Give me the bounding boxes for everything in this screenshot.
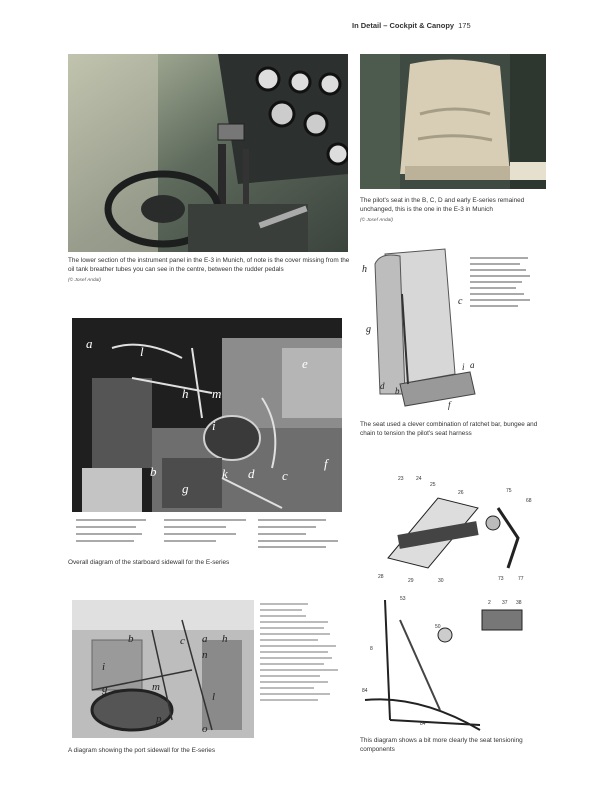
seat-label: i — [462, 362, 465, 372]
starboard-label: c — [282, 468, 288, 483]
starboard-label: g — [182, 481, 189, 496]
starboard-label: a — [86, 336, 93, 351]
pilot-seat-photo — [360, 54, 546, 189]
port-legend — [258, 600, 348, 710]
section-title: In Detail – Cockpit & Canopy — [352, 21, 455, 30]
svg-text:84: 84 — [420, 721, 426, 727]
seat-tension-diagram — [360, 590, 548, 732]
port-caption: A diagram showing the port sidewall for the E-series — [68, 747, 216, 754]
tension-caption: This diagram shows a bit more clearly the seat tensioning components — [360, 737, 523, 754]
port-label: l — [212, 691, 216, 703]
svg-text:68: 68 — [526, 498, 532, 504]
svg-text:8: 8 — [370, 646, 373, 652]
photo-credit: (© Josef Andal) — [360, 217, 393, 223]
svg-text:53: 53 — [400, 596, 406, 602]
starboard-caption: Overall diagram of the starboard sidewall for the E-series — [68, 559, 230, 566]
svg-text:28: 28 — [378, 574, 384, 580]
seat-label: f — [448, 400, 451, 410]
starboard-label: h — [182, 386, 189, 401]
svg-text:50: 50 — [435, 624, 441, 630]
starboard-label: b — [150, 464, 157, 479]
svg-text:25: 25 — [430, 482, 436, 488]
seat-diagram — [360, 244, 480, 414]
port-label: p — [156, 713, 162, 725]
starboard-label: m — [212, 386, 222, 401]
caption-text: The pilot's seat in the B, C, D and early E-series remained unchanged, this is the one in the E-3 in Munich — [360, 197, 525, 214]
seat-label: c — [458, 296, 463, 307]
port-label: i — [102, 661, 106, 673]
caption-text: The lower section of the instrument panel in the E-3 in Munich, of note is the cover missing from the oil tank breather tubes you can see in the centre, between the rudder pedals — [68, 257, 350, 274]
starboard-label: f — [324, 456, 328, 471]
port-label: o — [202, 723, 208, 735]
seat-label: a — [470, 360, 475, 370]
running-header — [352, 21, 471, 30]
svg-text:38: 38 — [516, 600, 522, 606]
svg-text:26: 26 — [458, 490, 464, 496]
svg-text:29: 29 — [408, 578, 414, 584]
page-number: 175 — [458, 21, 471, 30]
starboard-label: e — [302, 356, 308, 371]
seat-photo-caption — [360, 196, 550, 225]
photo-credit: (© Josef Andal) — [68, 277, 101, 283]
seat-label: g — [366, 324, 371, 335]
svg-text:84: 84 — [362, 688, 368, 694]
port-label: m — [152, 681, 160, 693]
svg-text:24: 24 — [416, 476, 422, 482]
svg-text:23: 23 — [398, 476, 404, 482]
starboard-sidewall-diagram — [72, 318, 342, 512]
port-label: h — [222, 633, 228, 645]
instrument-panel-photo — [68, 54, 348, 252]
svg-text:2: 2 — [488, 600, 491, 606]
svg-text:77: 77 — [518, 576, 524, 582]
seat-diagram-legend — [468, 254, 548, 324]
starboard-label: i — [212, 418, 216, 433]
starboard-label: l — [140, 344, 144, 359]
starboard-legend — [76, 516, 342, 550]
seat-tension-exploded-diagram — [368, 468, 546, 588]
port-label: b — [128, 633, 134, 645]
svg-text:75: 75 — [506, 488, 512, 494]
seat-label: h — [362, 264, 367, 275]
svg-text:37: 37 — [502, 600, 508, 606]
port-label: g — [102, 683, 108, 695]
svg-text:73: 73 — [498, 576, 504, 582]
starboard-label: k — [222, 466, 228, 481]
svg-text:30: 30 — [438, 578, 444, 584]
port-label: a — [202, 633, 208, 645]
starboard-label: d — [248, 466, 255, 481]
seat-diagram-caption: The seat used a clever combination of ratchet bar, bungee and chain to tension the pilot's seat harness — [360, 421, 538, 438]
port-label: c — [180, 635, 185, 647]
seat-label: d — [380, 381, 385, 391]
port-label: n — [202, 649, 208, 661]
port-sidewall-diagram — [72, 600, 254, 738]
seat-label: b — [395, 386, 400, 396]
instrument-panel-caption — [68, 256, 350, 285]
